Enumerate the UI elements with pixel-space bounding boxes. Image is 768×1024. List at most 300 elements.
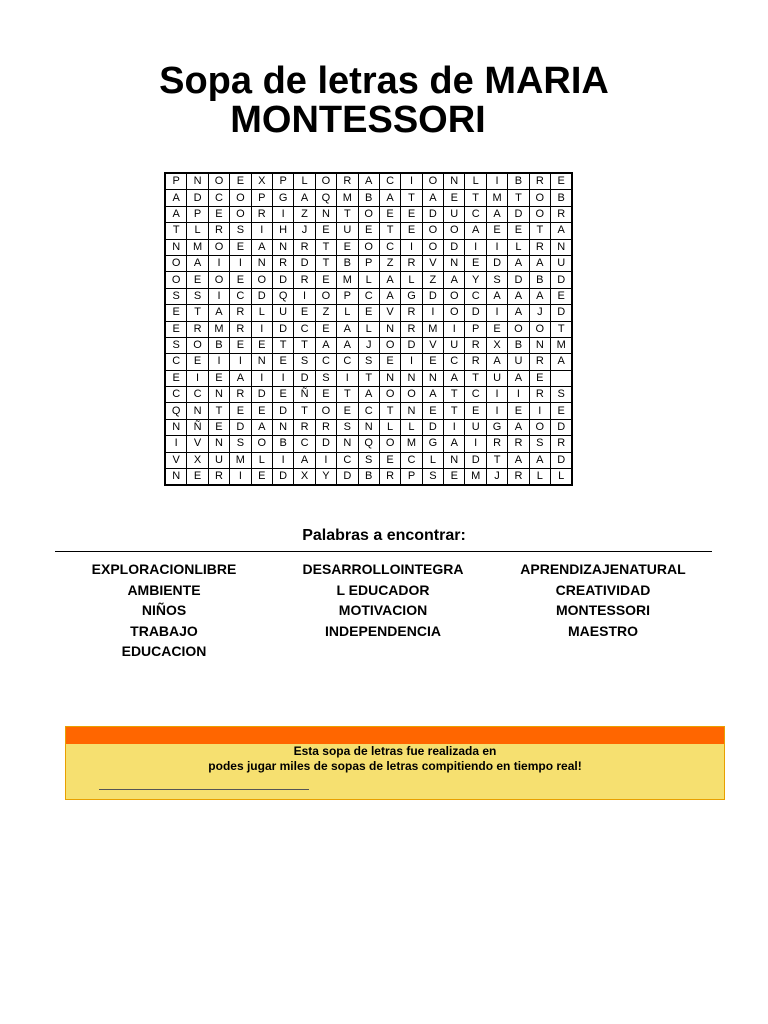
- grid-cell: Ñ: [187, 419, 208, 435]
- grid-cell: D: [272, 272, 293, 288]
- grid-cell: A: [444, 272, 465, 288]
- grid-row: [165, 354, 572, 370]
- grid-cell: N: [358, 419, 379, 435]
- grid-cell: L: [401, 272, 422, 288]
- grid-cell: E: [187, 469, 208, 486]
- grid-cell: T: [294, 337, 315, 353]
- grid-row: [165, 370, 572, 386]
- grid-cell: N: [444, 173, 465, 190]
- grid-cell: R: [551, 436, 573, 452]
- grid-cell: U: [337, 223, 358, 239]
- grid-row: [165, 190, 572, 206]
- grid-row: [165, 419, 572, 435]
- grid-cell: M: [422, 321, 443, 337]
- grid-cell: L: [187, 223, 208, 239]
- grid-cell: Ñ: [294, 387, 315, 403]
- grid-cell: D: [272, 403, 293, 419]
- grid-cell: T: [486, 452, 507, 468]
- grid-cell: O: [230, 206, 251, 222]
- grid-cell: O: [422, 223, 443, 239]
- divider: [55, 551, 712, 552]
- grid-cell: L: [294, 173, 315, 190]
- grid-cell: D: [508, 206, 529, 222]
- grid-cell: B: [337, 255, 358, 271]
- grid-cell: P: [251, 190, 272, 206]
- grid-cell: G: [422, 436, 443, 452]
- grid-cell: L: [358, 272, 379, 288]
- grid-cell: Y: [465, 272, 486, 288]
- word-column-2: [273, 559, 493, 641]
- grid-cell: E: [551, 173, 573, 190]
- grid-cell: T: [529, 223, 550, 239]
- grid-cell: I: [272, 206, 293, 222]
- grid-cell: E: [486, 223, 507, 239]
- grid-cell: O: [529, 206, 550, 222]
- grid-cell: I: [337, 370, 358, 386]
- grid-cell: I: [208, 288, 229, 304]
- grid-cell: E: [401, 223, 422, 239]
- grid-cell: U: [551, 255, 573, 271]
- grid-cell: I: [208, 255, 229, 271]
- word-item: MAESTRO: [568, 622, 638, 639]
- grid-cell: E: [251, 403, 272, 419]
- grid-cell: P: [465, 321, 486, 337]
- grid-cell: T: [272, 337, 293, 353]
- grid-cell: A: [422, 387, 443, 403]
- grid-cell: Y: [315, 469, 336, 486]
- word-search-grid: [164, 172, 573, 486]
- grid-cell: M: [337, 272, 358, 288]
- grid-cell: C: [444, 354, 465, 370]
- grid-cell: R: [294, 272, 315, 288]
- grid-cell: E: [251, 469, 272, 486]
- grid-cell: R: [529, 239, 550, 255]
- grid-cell: A: [379, 288, 400, 304]
- grid-cell: Z: [422, 272, 443, 288]
- grid-cell: I: [508, 387, 529, 403]
- grid-cell: E: [529, 370, 550, 386]
- grid-cell: T: [444, 403, 465, 419]
- grid-row: [165, 452, 572, 468]
- grid-cell: B: [358, 469, 379, 486]
- page-title-line2: MONTESSORI: [230, 99, 486, 141]
- grid-cell: A: [337, 321, 358, 337]
- grid-cell: D: [187, 190, 208, 206]
- grid-cell: O: [165, 255, 187, 271]
- grid-cell: C: [358, 403, 379, 419]
- grid-cell: I: [401, 354, 422, 370]
- grid-cell: U: [208, 452, 229, 468]
- grid-cell: S: [422, 469, 443, 486]
- grid-cell: N: [251, 255, 272, 271]
- grid-cell: D: [551, 272, 573, 288]
- grid-cell: I: [208, 354, 229, 370]
- grid-cell: I: [294, 288, 315, 304]
- grid-cell: T: [465, 190, 486, 206]
- grid-cell: R: [465, 337, 486, 353]
- grid-cell: N: [208, 436, 229, 452]
- grid-cell: S: [165, 288, 187, 304]
- grid-cell: D: [551, 452, 573, 468]
- grid-cell: A: [486, 288, 507, 304]
- grid-row: [165, 305, 572, 321]
- grid-cell: O: [251, 272, 272, 288]
- grid-cell: T: [444, 387, 465, 403]
- grid-cell: E: [358, 305, 379, 321]
- grid-cell: I: [444, 321, 465, 337]
- grid-cell: O: [379, 387, 400, 403]
- grid-cell: T: [315, 239, 336, 255]
- grid-cell: P: [272, 173, 293, 190]
- grid-cell: N: [444, 452, 465, 468]
- grid-cell: N: [551, 239, 573, 255]
- grid-cell: R: [230, 305, 251, 321]
- grid-cell: C: [165, 354, 187, 370]
- grid-cell: I: [315, 452, 336, 468]
- grid-cell: R: [315, 419, 336, 435]
- grid-cell: E: [230, 173, 251, 190]
- grid-cell: U: [444, 206, 465, 222]
- grid-cell: A: [508, 419, 529, 435]
- grid-cell: Z: [294, 206, 315, 222]
- grid-cell: S: [486, 272, 507, 288]
- grid-cell: A: [529, 452, 550, 468]
- grid-cell: C: [294, 436, 315, 452]
- grid-cell: P: [401, 469, 422, 486]
- grid-cell: C: [358, 288, 379, 304]
- grid-cell: N: [444, 255, 465, 271]
- grid-cell: L: [358, 321, 379, 337]
- grid-cell: A: [358, 387, 379, 403]
- grid-cell: Q: [358, 436, 379, 452]
- grid-cell: E: [272, 354, 293, 370]
- grid-cell: I: [486, 305, 507, 321]
- grid-cell: E: [358, 223, 379, 239]
- banner-text-line1: Esta sopa de letras fue realizada en: [293, 744, 497, 758]
- banner-top-bar: [66, 727, 724, 744]
- grid-cell: O: [422, 239, 443, 255]
- grid-cell: O: [251, 436, 272, 452]
- word-item: EXPLORACIONLIBRE: [91, 561, 237, 577]
- grid-row: [165, 403, 572, 419]
- grid-cell: E: [208, 419, 229, 435]
- grid-cell: D: [272, 321, 293, 337]
- grid-cell: E: [315, 223, 336, 239]
- grid-cell: A: [337, 337, 358, 353]
- grid-cell: T: [358, 370, 379, 386]
- grid-cell: E: [551, 403, 573, 419]
- grid-cell: C: [187, 387, 208, 403]
- word-item: INDEPENDENCIA: [325, 622, 441, 639]
- grid-cell: B: [208, 337, 229, 353]
- grid-cell: M: [486, 190, 507, 206]
- grid-cell: A: [379, 272, 400, 288]
- grid-cell: V: [422, 255, 443, 271]
- grid-cell: M: [551, 337, 573, 353]
- grid-cell: D: [465, 305, 486, 321]
- grid-cell: R: [465, 354, 486, 370]
- grid-cell: D: [294, 255, 315, 271]
- grid-cell: X: [251, 173, 272, 190]
- grid-cell: N: [187, 173, 208, 190]
- word-item: NIÑOS: [141, 602, 187, 619]
- grid-row: [165, 223, 572, 239]
- grid-cell: I: [272, 452, 293, 468]
- grid-cell: O: [529, 190, 550, 206]
- grid-cell: D: [422, 288, 443, 304]
- grid-cell: G: [272, 190, 293, 206]
- grid-cell: N: [379, 370, 400, 386]
- grid-row: [165, 436, 572, 452]
- grid-cell: O: [508, 321, 529, 337]
- grid-cell: R: [187, 321, 208, 337]
- grid-cell: D: [551, 305, 573, 321]
- grid-cell: R: [486, 436, 507, 452]
- grid-cell: O: [208, 173, 229, 190]
- grid-cell: A: [251, 419, 272, 435]
- grid-cell: I: [230, 255, 251, 271]
- grid-row: [165, 255, 572, 271]
- grid-cell: R: [529, 387, 550, 403]
- grid-cell: A: [486, 354, 507, 370]
- grid-cell: O: [444, 288, 465, 304]
- grid-cell: E: [230, 403, 251, 419]
- grid-cell: Q: [272, 288, 293, 304]
- grid-cell: A: [551, 354, 573, 370]
- grid-cell: A: [529, 255, 550, 271]
- grid-cell: T: [294, 403, 315, 419]
- grid-cell: R: [551, 206, 573, 222]
- grid-cell: R: [294, 239, 315, 255]
- grid-cell: O: [401, 387, 422, 403]
- grid-cell: N: [337, 436, 358, 452]
- grid-cell: E: [444, 190, 465, 206]
- grid-cell: E: [379, 452, 400, 468]
- grid-cell: T: [187, 305, 208, 321]
- grid-cell: L: [529, 469, 550, 486]
- grid-cell: T: [315, 255, 336, 271]
- grid-cell: N: [165, 419, 187, 435]
- grid-cell: A: [294, 190, 315, 206]
- grid-cell: O: [208, 272, 229, 288]
- grid-cell: O: [529, 419, 550, 435]
- grid-cell: A: [422, 190, 443, 206]
- grid-cell: P: [187, 206, 208, 222]
- grid-cell: T: [508, 190, 529, 206]
- grid-cell: M: [187, 239, 208, 255]
- grid-cell: M: [230, 452, 251, 468]
- grid-cell: N: [422, 370, 443, 386]
- grid-cell: D: [251, 387, 272, 403]
- grid-cell: O: [444, 305, 465, 321]
- grid-cell: E: [337, 239, 358, 255]
- grid-cell: O: [208, 239, 229, 255]
- grid-cell: M: [465, 469, 486, 486]
- grid-cell: E: [422, 403, 443, 419]
- grid-cell: O: [358, 239, 379, 255]
- grid-cell: E: [315, 321, 336, 337]
- grid-cell: L: [508, 239, 529, 255]
- grid-cell: E: [165, 305, 187, 321]
- grid-cell: T: [465, 370, 486, 386]
- grid-cell: E: [486, 321, 507, 337]
- grid-cell: A: [358, 173, 379, 190]
- grid-cell: O: [358, 206, 379, 222]
- grid-cell: J: [486, 469, 507, 486]
- grid-cell: D: [230, 419, 251, 435]
- grid-cell: N: [187, 403, 208, 419]
- grid-cell: L: [337, 305, 358, 321]
- grid-cell: A: [508, 452, 529, 468]
- grid-cell: R: [337, 173, 358, 190]
- grid-cell: S: [337, 419, 358, 435]
- grid-cell: R: [208, 469, 229, 486]
- word-item: MOTIVACION: [338, 602, 428, 619]
- grid-cell: D: [422, 206, 443, 222]
- grid-cell: A: [508, 305, 529, 321]
- grid-cell: A: [551, 223, 573, 239]
- grid-cell: A: [315, 337, 336, 353]
- grid-cell: E: [251, 337, 272, 353]
- grid-cell: N: [251, 354, 272, 370]
- word-column-3: [493, 559, 713, 641]
- banner-text-line2: podes jugar miles de sopas de letras compitiendo en tiempo real!: [208, 759, 582, 773]
- word-column-1: [54, 559, 274, 662]
- grid-cell: J: [529, 305, 550, 321]
- grid-cell: L: [379, 419, 400, 435]
- grid-cell: E: [379, 354, 400, 370]
- grid-cell: I: [401, 239, 422, 255]
- grid-cell: U: [465, 419, 486, 435]
- grid-cell: S: [315, 370, 336, 386]
- grid-cell: E: [315, 272, 336, 288]
- grid-cell: E: [508, 223, 529, 239]
- grid-cell: Q: [165, 403, 187, 419]
- grid-cell: U: [486, 370, 507, 386]
- banner-link-underline[interactable]: [99, 789, 309, 790]
- grid-cell: I: [401, 173, 422, 190]
- grid-cell: E: [187, 272, 208, 288]
- word-item: EDUCACION: [121, 643, 207, 660]
- grid-cell: C: [465, 206, 486, 222]
- grid-cell: R: [251, 206, 272, 222]
- grid-cell: A: [444, 370, 465, 386]
- grid-cell: C: [337, 452, 358, 468]
- grid-cell: E: [444, 469, 465, 486]
- grid-cell: X: [187, 452, 208, 468]
- grid-cell: A: [444, 436, 465, 452]
- grid-cell: B: [358, 190, 379, 206]
- grid-cell: A: [187, 255, 208, 271]
- grid-cell: O: [444, 223, 465, 239]
- page-title-line1: Sopa de letras de MARIA: [159, 60, 609, 102]
- grid-row: [165, 239, 572, 255]
- grid-cell: O: [379, 436, 400, 452]
- grid-cell: R: [401, 305, 422, 321]
- grid-cell: R: [230, 321, 251, 337]
- grid-cell: M: [208, 321, 229, 337]
- grid-cell: I: [465, 436, 486, 452]
- grid-cell: I: [165, 436, 187, 452]
- grid-cell: C: [315, 354, 336, 370]
- grid-cell: N: [272, 419, 293, 435]
- grid-cell: C: [165, 387, 187, 403]
- grid-cell: A: [379, 190, 400, 206]
- grid-cell: D: [337, 469, 358, 486]
- grid-cell: E: [165, 321, 187, 337]
- grid-row: [165, 288, 572, 304]
- grid-cell: Z: [379, 255, 400, 271]
- grid-cell: D: [315, 436, 336, 452]
- words-header: Palabras a encontrar:: [302, 527, 466, 544]
- grid-cell: L: [401, 419, 422, 435]
- grid-cell: A: [208, 305, 229, 321]
- grid-cell: R: [508, 436, 529, 452]
- grid-cell: I: [465, 239, 486, 255]
- grid-cell: A: [465, 223, 486, 239]
- grid-cell: I: [251, 223, 272, 239]
- grid-cell: R: [529, 354, 550, 370]
- grid-cell: I: [486, 239, 507, 255]
- grid-cell: C: [465, 387, 486, 403]
- grid-cell: N: [165, 469, 187, 486]
- grid-cell: A: [529, 288, 550, 304]
- grid-cell: M: [337, 190, 358, 206]
- grid-cell: A: [251, 239, 272, 255]
- grid-cell: T: [401, 190, 422, 206]
- grid-cell: R: [230, 387, 251, 403]
- grid-row: [165, 337, 572, 353]
- grid-cell: O: [315, 288, 336, 304]
- word-item: TRABAJO: [130, 622, 198, 639]
- grid-cell: O: [187, 337, 208, 353]
- grid-cell: C: [379, 173, 400, 190]
- grid-cell: D: [551, 419, 573, 435]
- word-item: CREATIVIDAD: [555, 581, 651, 598]
- grid-cell: L: [251, 452, 272, 468]
- grid-cell: O: [529, 321, 550, 337]
- grid-cell: I: [251, 321, 272, 337]
- word-item: DESARROLLOINTEGRA: [302, 561, 464, 577]
- grid-cell: A: [165, 190, 187, 206]
- grid-cell: I: [486, 387, 507, 403]
- grid-cell: I: [187, 370, 208, 386]
- grid-cell: B: [529, 272, 550, 288]
- grid-cell: E: [379, 206, 400, 222]
- grid-cell: H: [272, 223, 293, 239]
- grid-cell: R: [508, 469, 529, 486]
- grid-cell: E: [315, 387, 336, 403]
- grid-cell: D: [486, 255, 507, 271]
- grid-cell: B: [551, 190, 573, 206]
- word-item: AMBIENTE: [127, 581, 201, 598]
- grid-cell: E: [272, 387, 293, 403]
- grid-cell: S: [165, 337, 187, 353]
- grid-cell: O: [165, 272, 187, 288]
- grid-cell: N: [379, 321, 400, 337]
- grid-cell: C: [465, 288, 486, 304]
- grid-cell: D: [422, 419, 443, 435]
- grid-cell: I: [486, 403, 507, 419]
- grid-cell: P: [358, 255, 379, 271]
- grid-row: [165, 173, 572, 190]
- grid-cell: E: [208, 206, 229, 222]
- word-item: MONTESSORI: [555, 602, 651, 619]
- grid-cell: O: [315, 173, 336, 190]
- grid-cell: S: [551, 387, 573, 403]
- grid-cell: I: [251, 370, 272, 386]
- grid-cell: D: [272, 469, 293, 486]
